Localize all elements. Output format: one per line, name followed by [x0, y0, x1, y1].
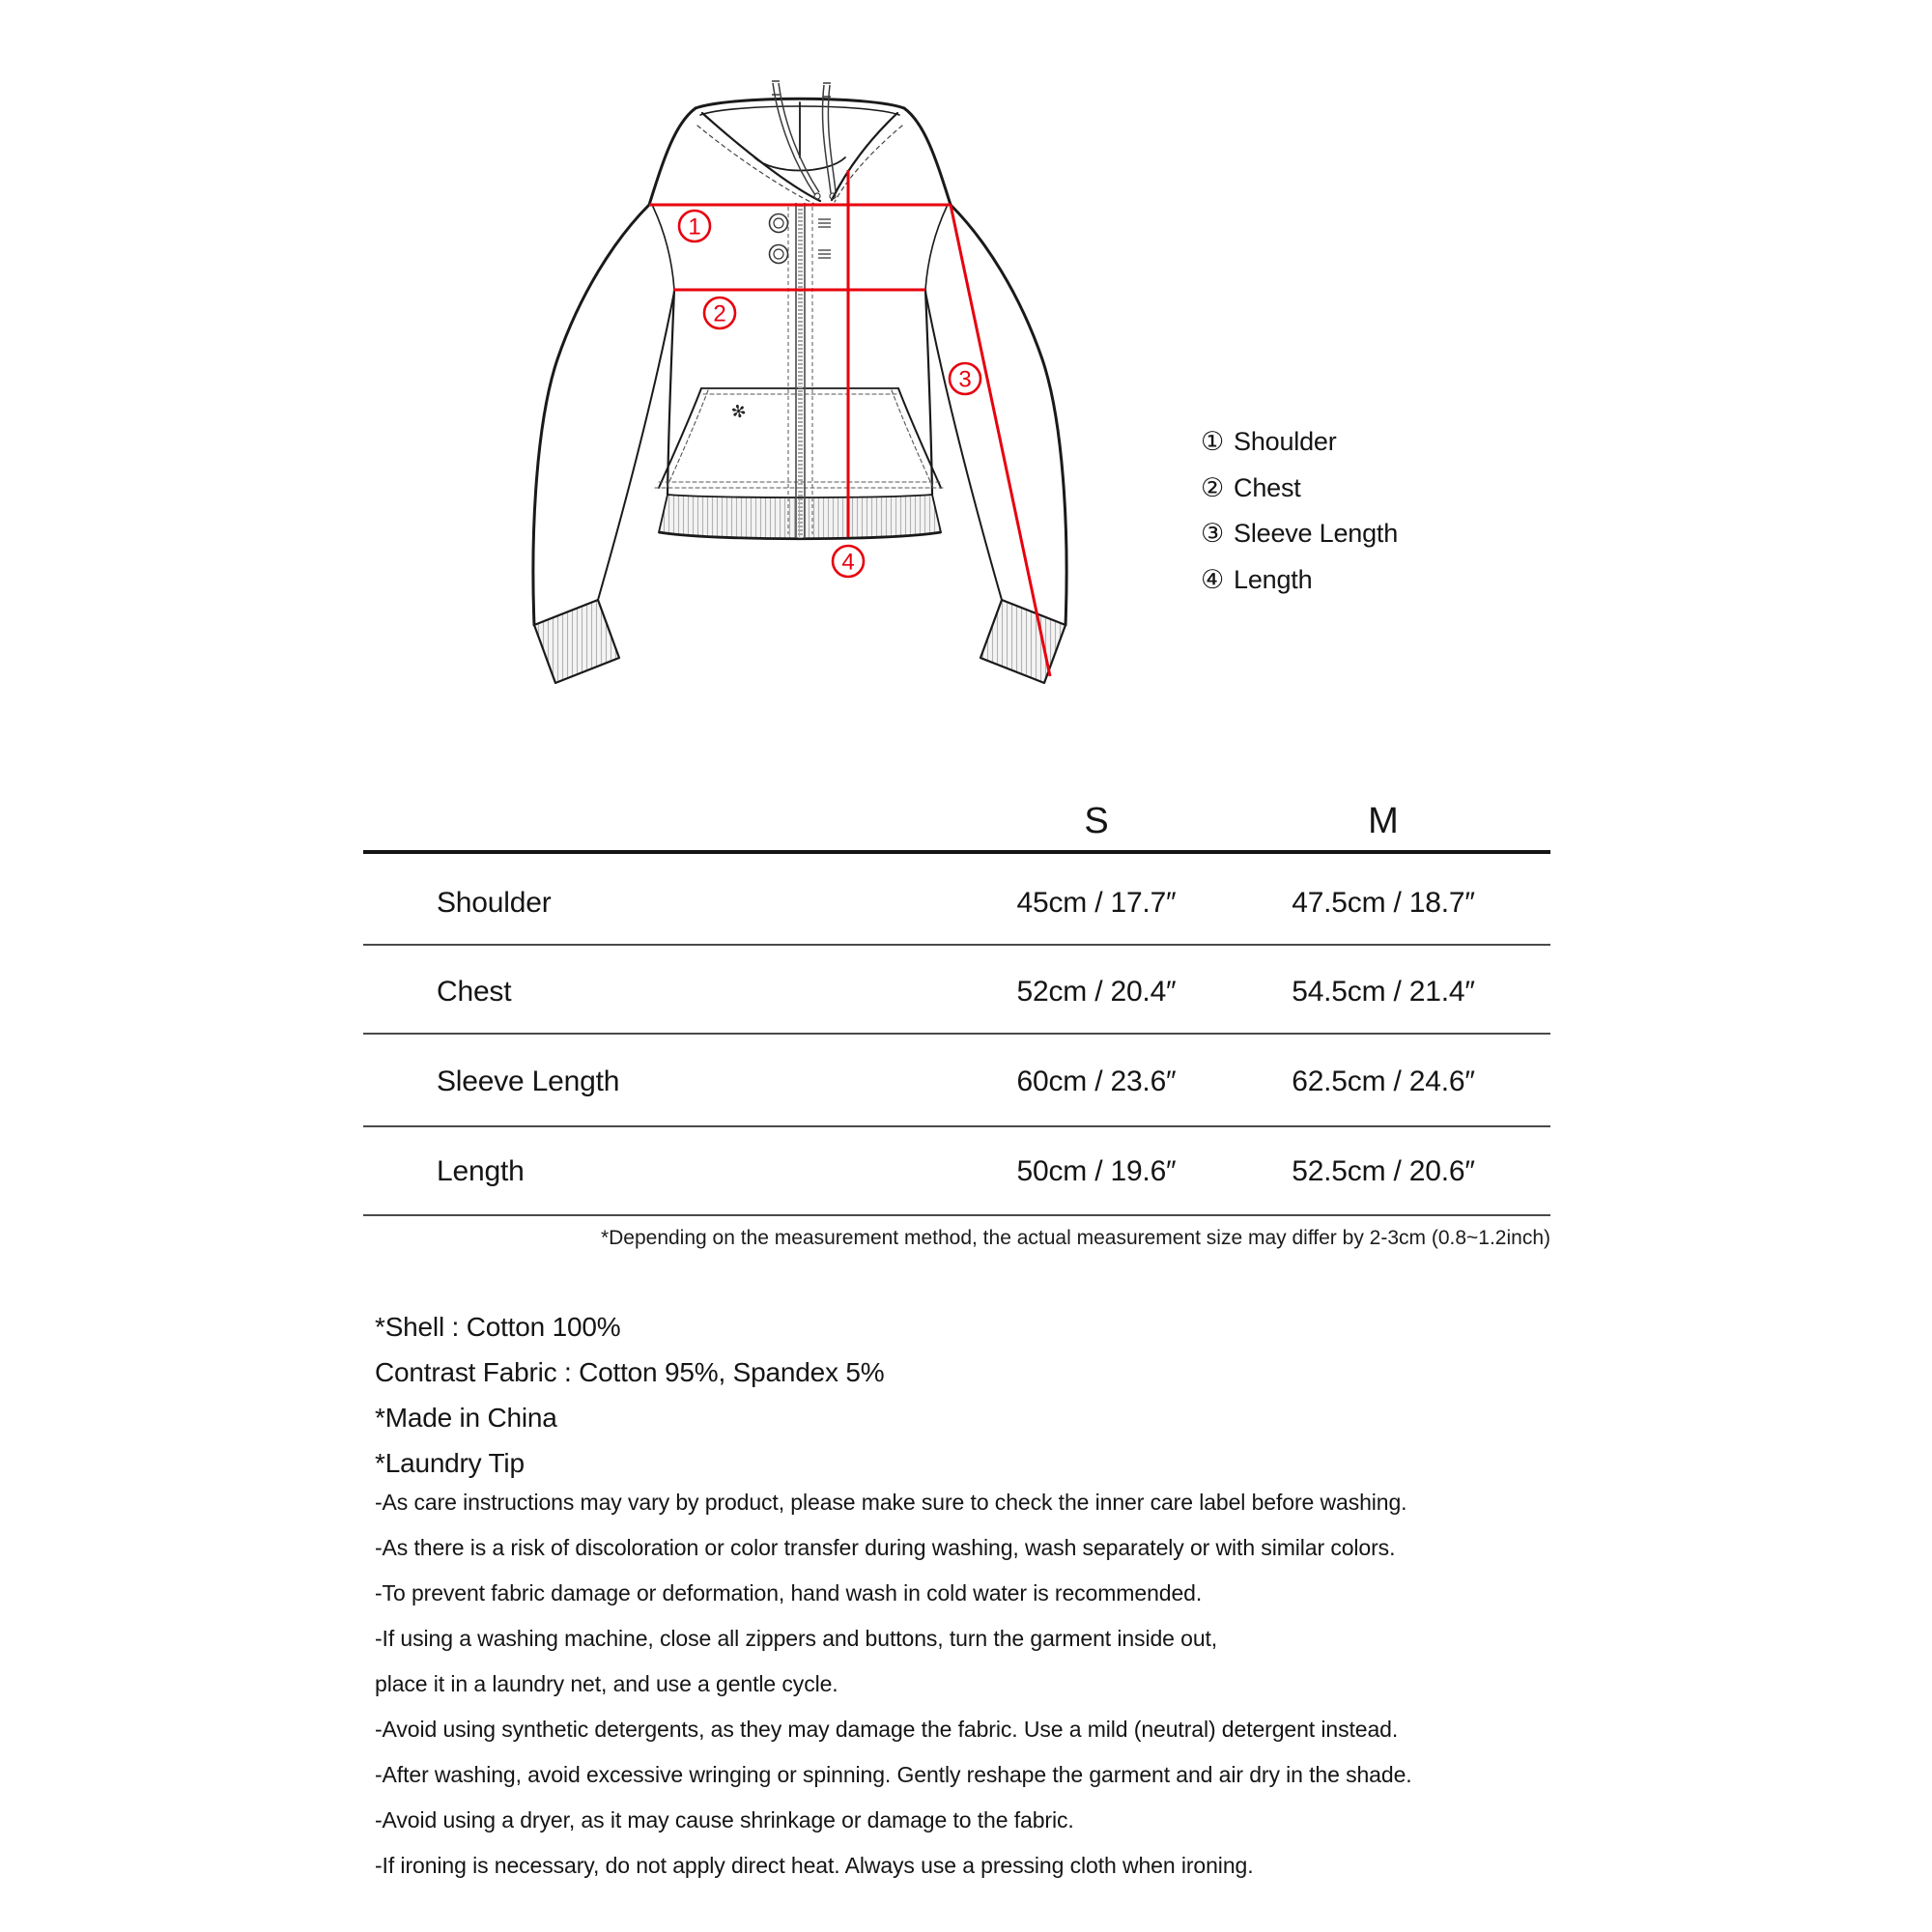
- pocket-logo-star-icon: ✻: [729, 400, 749, 423]
- legend-item-shoulder: [1201, 419, 1398, 466]
- legend-item-chest: [1201, 466, 1398, 512]
- table-bottom-rule: [363, 1214, 1550, 1216]
- care-line: -After washing, avoid excessive wringing or spinning. Gently reshape the garment and air dry in the shade.: [375, 1762, 1412, 1787]
- legend-item-length: [1201, 557, 1398, 604]
- row-label-length: Length: [437, 1155, 525, 1187]
- snap-buttons: [770, 214, 788, 264]
- circled-2-icon: ②: [1201, 472, 1225, 502]
- care-line: place it in a laundry net, and use a gentle cycle.: [375, 1671, 838, 1696]
- row-label-shoulder: Shoulder: [437, 887, 552, 919]
- care-line: -If using a washing machine, close all zippers and buttons, turn the garment inside out,: [375, 1626, 1218, 1651]
- marker-4: 4: [841, 549, 855, 576]
- hoodie-flat-sketch: [425, 39, 1159, 715]
- measurement-legend: [1201, 419, 1398, 603]
- row-label-sleeve-length: Sleeve Length: [437, 1065, 620, 1097]
- shoulder-value-m: 47.5cm / 18.7″: [1292, 887, 1475, 919]
- shell-fabric-info: *Shell : Cotton 100%: [375, 1312, 621, 1342]
- row-divider: [363, 1033, 1550, 1035]
- product-info: [375, 1304, 884, 1486]
- circled-3-icon: ③: [1201, 519, 1225, 548]
- chest-value-m: 54.5cm / 21.4″: [1292, 976, 1475, 1008]
- body-outline: [653, 207, 947, 495]
- ribbed-cuffs: [534, 600, 1065, 683]
- care-instructions: [375, 1480, 1412, 1889]
- table-header-rule: [363, 850, 1550, 854]
- care-line: -As care instructions may vary by product, please make sure to check the inner care label before washing.: [375, 1490, 1407, 1515]
- legend-label: Chest: [1234, 472, 1301, 502]
- care-line: -Avoid using synthetic detergents, as they may damage the fabric. Use a mild (neutral) detergent instead.: [375, 1717, 1399, 1742]
- circled-4-icon: ④: [1201, 564, 1225, 594]
- sleeve-length-value-s: 60cm / 23.6″: [1016, 1065, 1177, 1097]
- legend-label: Sleeve Length: [1234, 519, 1399, 548]
- care-line: -To prevent fabric damage or deformation, hand wash in cold water is recommended.: [375, 1580, 1203, 1605]
- legend-label: Length: [1234, 564, 1313, 594]
- origin-info: *Made in China: [375, 1403, 557, 1433]
- length-value-s: 50cm / 19.6″: [1016, 1155, 1177, 1187]
- measurement-disclaimer: *Depending on the measurement method, the actual measurement size may differ by 2-3cm (0.8~1.2inch): [600, 1227, 1550, 1249]
- legend-label: Shoulder: [1234, 427, 1337, 456]
- size-column-header-m: M: [1368, 801, 1399, 841]
- shoulder-value-s: 45cm / 17.7″: [1016, 887, 1177, 919]
- ribbed-hem-band: [659, 495, 941, 539]
- care-line: -As there is a risk of discoloration or color transfer during washing, wash separately or with similar colors.: [375, 1535, 1396, 1560]
- circled-1-icon: ①: [1201, 427, 1225, 456]
- length-value-m: 52.5cm / 20.6″: [1292, 1155, 1475, 1187]
- hood-outline: [649, 99, 951, 205]
- size-column-header-s: S: [1084, 801, 1109, 841]
- contrast-fabric-info: Contrast Fabric : Cotton 95%, Spandex 5%: [375, 1357, 885, 1387]
- care-line: -If ironing is necessary, do not apply direct heat. Always use a pressing cloth when ironing.: [375, 1853, 1254, 1878]
- stitch-marks: [818, 219, 831, 258]
- row-divider: [363, 1125, 1550, 1127]
- marker-3: 3: [958, 366, 972, 393]
- row-label-chest: Chest: [437, 976, 512, 1008]
- row-divider: [363, 944, 1550, 946]
- sleeve-length-value-m: 62.5cm / 24.6″: [1292, 1065, 1475, 1097]
- care-line: -Avoid using a dryer, as it may cause shrinkage or damage to the fabric.: [375, 1807, 1074, 1833]
- marker-2: 2: [713, 300, 726, 327]
- legend-item-sleeve-length: [1201, 511, 1398, 557]
- marker-1: 1: [688, 213, 701, 241]
- laundry-tip-heading: *Laundry Tip: [375, 1448, 525, 1478]
- measurement-lines: [649, 170, 1050, 676]
- chest-value-s: 52cm / 20.4″: [1016, 976, 1177, 1008]
